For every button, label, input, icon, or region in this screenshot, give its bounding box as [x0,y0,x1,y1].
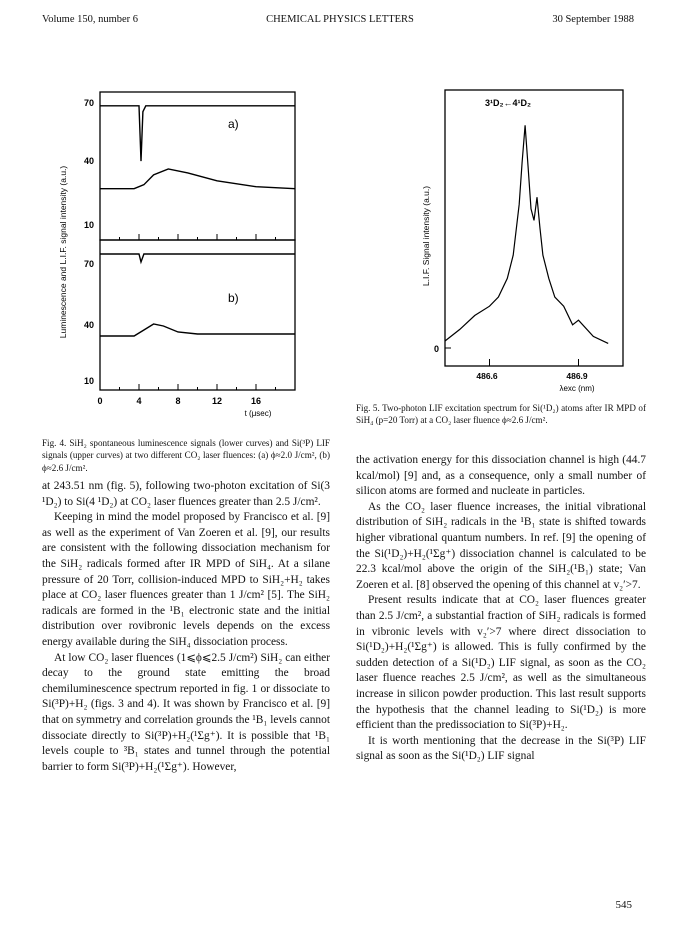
xtick-12: 12 [211,396,223,406]
figure-5-plot [405,86,645,398]
paragraph: at 243.51 nm (fig. 5), following two-photon excitation of Si(3 ¹D₂) to Si(4 ¹D₂) at CO₂ laser fluences greater than 2.5 J/cm². [42,480,330,508]
panel-b-label: b) [228,291,239,305]
xtick-8: 8 [175,396,181,406]
paragraph: As the CO₂ laser fluence increases, the initial vibrational distribution of SiH₂ radicals in the ¹B₁ state is shifted towards higher vibrational quantum numbers. In ref. [9] the opening of the Si(¹D₂)+H₂(¹Σg⁺) dissociation channel is calculated to be 22.3 kcal/mol above the origin of the SiH₂(¹B₁) state; Van Zoeren et al. [8] observed the opening of this channel at v₂′>7. [356,500,646,591]
paragraph: At low CO₂ laser fluences (1⩽ϕ⩽2.5 J/cm²) SiH₂ can either decay to the ground state emitting the broad chemiluminescence spectrum reported in fig. 1 or dissociate to Si(³P)+H₂ (figs. 3 and 4). It was shown by Francisco et al. [9] that on symmetry and correlation grounds the ¹B₁ levels cannot dissociate directly to Si(³P)+H₂(¹Σg⁺). It is possible that ¹B₁ levels couple to ³B₁ states and tunnel through the potential barrier to form Si(³P)+H₂(¹Σg⁺). However, [42,651,330,773]
xtick-486-6: 486.6 [476,371,498,381]
figure-5-caption: Fig. 5. Two-photon LIF excitation spectrum for Si(¹D₂) atoms after IR MPD of SiH₄ (p=20 Torr) at a CO₂ laser fluence ϕ≈2.6 J/cm². [356,403,646,426]
y-axis-label: L.I.F. Signal intensity (a.u.) [421,185,431,287]
paragraph: It is worth mentioning that the decrease in the Si(³P) LIF signal as soon as the Si(¹D₂) LIF signal [356,734,646,763]
paragraph: Keeping in mind the model proposed by Francisco et al. [9] as well as the experiment of Van Zoeren et al. [9], our results are consistent with the following dissociation mechanism for the SiH₂ radicals formed after IR MPD of SiH₄. At a silane pressure of 20 Torr, collision-induced MPD to SiH₂+H₂ takes place at CO₂ laser fluences greater than 1 J/cm² [5]. The SiH₂ radicals are formed in the ¹B₁ electronic state and the initial distribution over rovibronic levels depends on the excess energy available during the SiH₄ dissociation process. [42,511,330,648]
xtick-0: 0 [97,396,103,406]
figure-4 [40,84,320,436]
panel-a-luminescence-curve [100,169,295,189]
paragraph: the activation energy for this dissociation channel is high (44.7 kcal/mol) [9] and, as a consequence, only a small number of silicon atoms are formed and nucleate in particles. [356,454,646,498]
tick-a-70: 70 [83,98,94,108]
tick-b-10: 10 [83,376,94,386]
xtick-4: 4 [136,396,142,406]
tick-a-40: 40 [83,156,94,166]
page-number: 545 [615,899,632,911]
figure-4-plot [40,84,320,436]
tick-b-70: 70 [83,259,94,269]
tick-a-10: 10 [83,220,94,230]
x-axis-label: λexc (nm) [559,384,595,393]
panel-b-luminescence-curve [100,324,295,336]
right-column [356,453,646,765]
x-axis-label: t (μsec) [244,409,272,418]
panel-a-frame [100,92,295,240]
header-volume: Volume 150, number 6 [42,14,139,25]
peak-label: 3¹D₂←4¹D₂ [485,98,532,108]
xtick-486-9: 486.9 [566,371,588,381]
y-tick-0: 0 [433,344,439,354]
xtick-16: 16 [250,396,262,406]
figure-4-caption: Fig. 4. SiH₂ spontaneous luminescence signals (lower curves) and Si(³P) LIF signals (upper curves) at two different CO₂ laser fluences: (a) ϕ≈2.0 J/cm², (b) ϕ≈2.6 J/cm². [42,438,330,473]
header-journal: CHEMICAL PHYSICS LETTERS [266,14,414,25]
panel-a-lif-curve [100,106,295,161]
left-column [42,479,330,775]
paragraph: Present results indicate that at CO₂ laser fluences greater than 2.5 J/cm², a substantial fraction of SiH₂ radicals is formed in vibronic levels with v₂′>7 where direct dissociation to Si(¹D₂)+H₂(¹Σg⁺) is allowed. This is fully confirmed by the sudden detection of a Si(¹D₂) LIF signal, as soon as the CO₂ laser fluence reaches 2.5 J/cm², as well as the simultaneous increase in silicon powder production. This last result supports the hypothesis that the channel leading to Si(¹D₂) is more efficient than the predissociation to Si(³P)+H₂. [356,594,646,732]
lif-spectrum-curve [445,125,608,343]
panel-b-frame [100,240,295,390]
figure-5 [405,86,645,398]
panel-b-lif-curve [100,254,295,262]
y-axis-label: Luminescence and L.I.F. signal intensity (a.u.) [58,165,68,339]
figure-5-frame [445,90,623,366]
tick-b-40: 40 [83,320,94,330]
panel-a-label: a) [228,117,239,131]
header-date: 30 September 1988 [552,14,634,25]
